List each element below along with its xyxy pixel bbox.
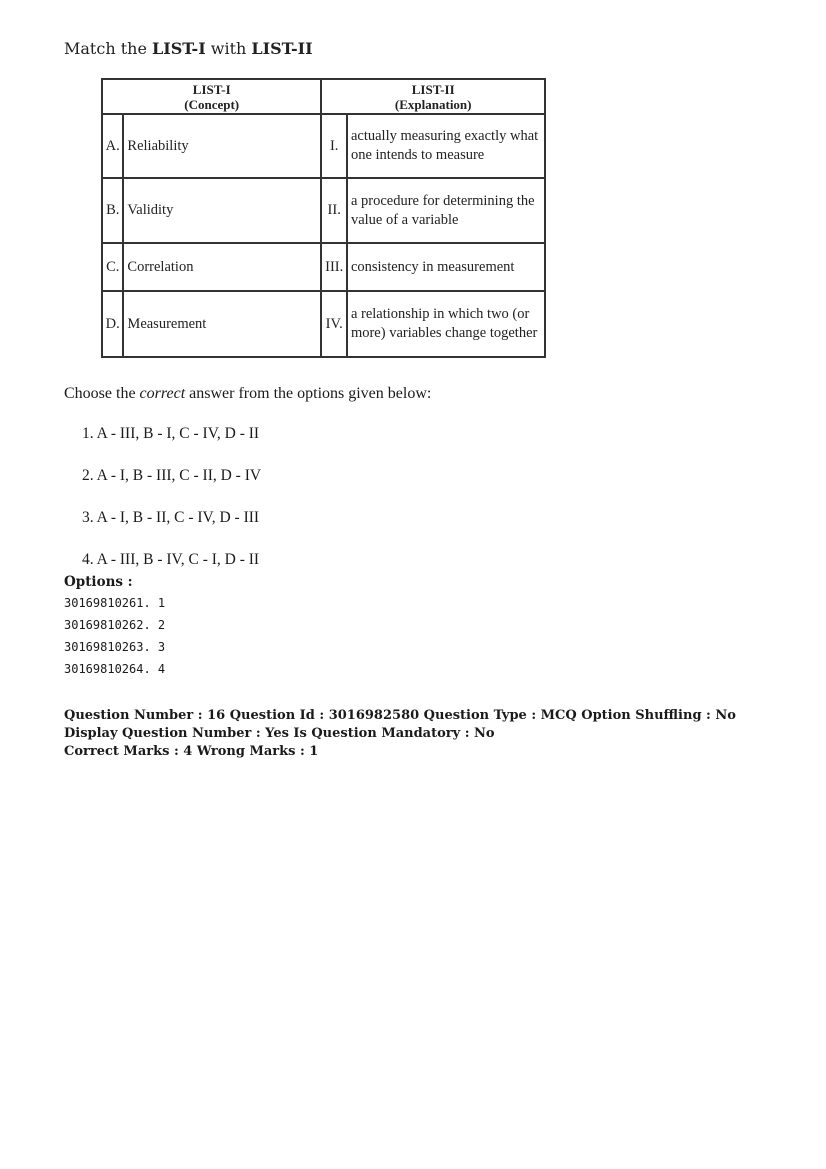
answer-option-2: 2. A - I, B - III, C - II, D - IV (82, 467, 262, 484)
row-explanation: consistency in measurement (347, 243, 545, 291)
row-explanation: a relationship in which two (or more) variables change together (347, 291, 545, 357)
table-row (102, 291, 545, 357)
title-list1: LIST-I (152, 39, 206, 58)
list2-header (321, 79, 545, 114)
choose-instruction (64, 385, 431, 403)
row-letter: B. (102, 178, 123, 243)
row-letter: A. (102, 114, 123, 178)
row-concept: Reliability (123, 114, 321, 178)
table-row (102, 178, 545, 243)
question-title (64, 39, 313, 58)
row-concept: Validity (123, 178, 321, 243)
option-id-3: 30169810263. 3 (64, 640, 166, 654)
title-list2: LIST-II (251, 39, 313, 58)
row-roman: I. (321, 114, 347, 178)
answer-option-3: 3. A - I, B - II, C - IV, D - III (82, 509, 260, 526)
table-row (102, 243, 545, 291)
option-id-1: 30169810261. 1 (64, 596, 166, 610)
question-metadata (64, 707, 774, 761)
row-roman: IV. (321, 291, 347, 357)
table-row (102, 114, 545, 178)
row-concept: Measurement (123, 291, 321, 357)
list1-header-title: LIST-I (192, 81, 231, 97)
row-concept: Correlation (123, 243, 321, 291)
row-roman: III. (321, 243, 347, 291)
row-letter: D. (102, 291, 123, 357)
match-table (101, 78, 546, 358)
question-metadata-info: Question Number : 16 Question Id : 3016982580 Question Type : MCQ Option Shuffling : No Display Question Number : Yes Is Question Mandatory : No (64, 708, 736, 741)
title-middle: with (205, 39, 252, 58)
question-marks: Correct Marks : 4 Wrong Marks : 1 (64, 744, 319, 759)
list1-header-subtitle: (Concept) (184, 96, 240, 112)
option-id-2: 30169810262. 2 (64, 618, 166, 632)
row-letter: C. (102, 243, 123, 291)
choose-before: Choose the (64, 385, 140, 402)
answer-option-1: 1. A - III, B - I, C - IV, D - II (82, 425, 260, 442)
list2-header-title: LIST-II (411, 81, 455, 97)
choose-after: answer from the options given below: (185, 385, 432, 402)
title-prefix: Match the (64, 39, 152, 58)
answer-option-4: 4. A - III, B - IV, C - I, D - II (82, 551, 260, 568)
option-id-4: 30169810264. 4 (64, 662, 166, 676)
row-explanation: a procedure for determining the value of a variable (347, 178, 545, 243)
list2-header-subtitle: (Explanation) (394, 96, 472, 112)
table-header-row (102, 79, 545, 114)
choose-emphasis: correct (139, 385, 186, 402)
row-explanation: actually measuring exactly what one intends to measure (347, 114, 545, 178)
options-label: Options : (64, 574, 133, 590)
list1-header (102, 79, 321, 114)
row-roman: II. (321, 178, 347, 243)
